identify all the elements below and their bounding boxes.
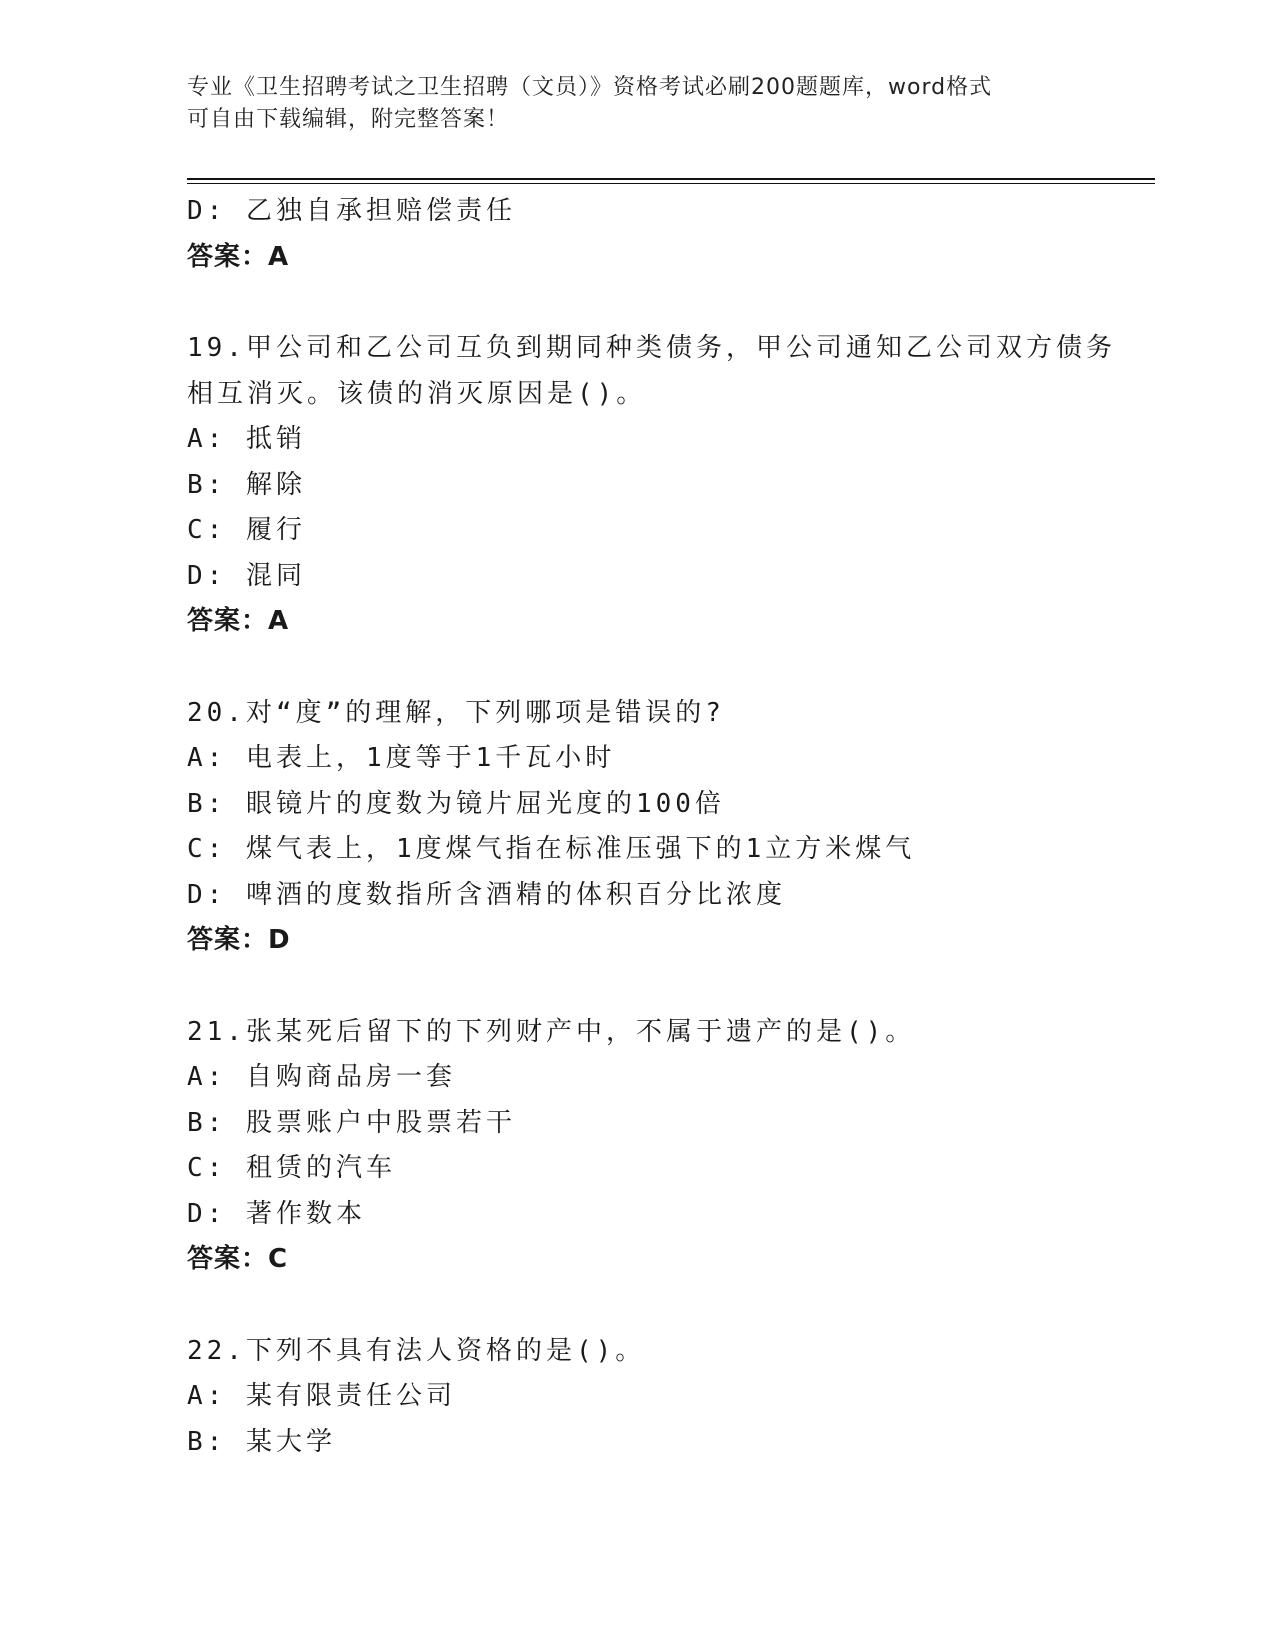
prev-question-answer: 答案：A: [187, 241, 290, 272]
option-a: A: 某有限责任公司: [187, 1381, 456, 1411]
option-b: B: 解除: [187, 469, 306, 500]
option-c: C: 租赁的汽车: [187, 1153, 396, 1183]
question-stem: 20.对“度”的理解，下列哪项是错误的?: [187, 697, 725, 728]
answer: 答案：D: [187, 925, 291, 955]
question-stem: 22.下列不具有法人资格的是()。: [187, 1335, 646, 1366]
option-b: B: 股票账户中股票若干: [187, 1107, 516, 1138]
question-list: [187, 189, 1116, 1465]
option-d: D: 混同: [187, 560, 306, 591]
spacer: [187, 964, 1087, 1010]
option-a: A: 自购商品房一套: [187, 1062, 456, 1092]
question-22: [187, 1329, 1087, 1466]
option-b: B: 眼镜片的度数为镜片屈光度的100倍: [187, 788, 725, 819]
option-a: A: 抵销: [187, 424, 306, 454]
option-d: D: 啤酒的度数指所含酒精的体积百分比浓度: [187, 879, 786, 910]
option-c: C: 履行: [187, 515, 306, 545]
question-stem: 相互消灭。该债的消灭原因是()。: [187, 378, 647, 409]
question-20: [187, 691, 1087, 964]
header-rule-thick: [187, 178, 1155, 180]
spacer: [187, 645, 1087, 691]
spacer: [187, 280, 1087, 326]
answer: 答案：C: [187, 1244, 289, 1274]
header-line-1: 专业《卫生招聘考试之卫生招聘（文员）》资格考试必刷200题题库，word格式: [187, 75, 993, 100]
question-stem: 21.张某死后留下的下列财产中，不属于遗产的是()。: [187, 1016, 916, 1047]
option-a: A: 电表上，1度等于1千瓦小时: [187, 743, 616, 773]
answer: 答案：A: [187, 606, 290, 636]
spacer: [187, 1283, 1087, 1329]
document-header: [187, 72, 1087, 136]
header-line-2: 可自由下载编辑，附完整答案！: [187, 107, 510, 132]
question-19: [187, 326, 1116, 645]
option-c: C: 煤气表上，1度煤气指在标准压强下的1立方米煤气: [187, 834, 916, 864]
option-d: D: 著作数本: [187, 1198, 366, 1229]
question-21: [187, 1010, 1087, 1283]
option-b: B: 某大学: [187, 1426, 336, 1457]
header-rule-thin: [187, 183, 1155, 184]
question-stem: 19.甲公司和乙公司互负到期同种类债务，甲公司通知乙公司双方债务: [187, 333, 1116, 363]
prev-question-option-d: D: 乙独自承担赔偿责任: [187, 196, 516, 226]
